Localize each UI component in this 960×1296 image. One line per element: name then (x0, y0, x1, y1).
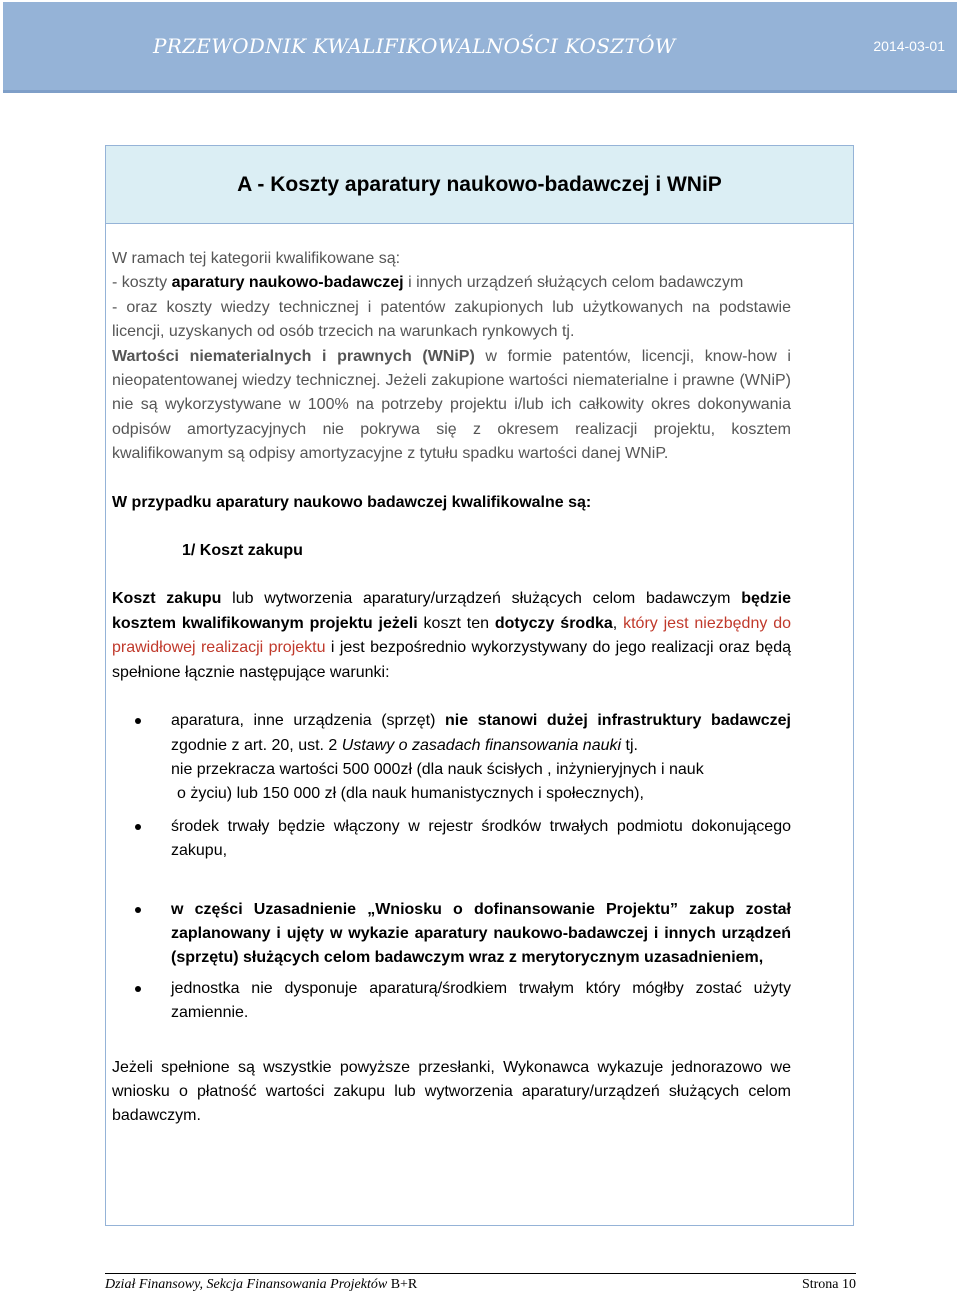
apparatus-heading: W przypadku aparatury naukowo badawczej kwalifikowalne są: (112, 493, 592, 511)
content-frame (105, 145, 854, 1226)
footer-divider (105, 1273, 856, 1274)
intro-item-knowledge: - oraz koszty wiedzy technicznej i patentów zakupionych lub użytkowanych na podstawie licencji, uzyskanych od osób trzecich na warunkach rynkowych tj. (112, 298, 791, 341)
list-item: środek trwały będzie włączony w rejestr środków trwałych podmiotu dokonującego zakupu, (112, 815, 791, 864)
bullet-icon (135, 824, 141, 830)
footer-department: Dział Finansowy, Sekcja Finansowania Projektów B+R (105, 1277, 418, 1292)
wnip-paragraph: Wartości niematerialnych i prawnych (WNiP) w formie patentów, licencji, know-how i nieopatentowanej wiedzy technicznej. Jeżeli zakupione wartości niematerialne i prawne (WNiP) nie są wykorzystywane w 100% na potrzeby projektu i/lub ich całkowity okres dokonywania odpisów amortyzacyjnych nie pokrywa się z okresem realizacji projektu, kosztem kwalifikowanym są odpisy amortyzacyjne z tytułu spadku wartości danej WNiP. (112, 347, 791, 463)
conditions-list (112, 709, 791, 1025)
intro-paragraph: W ramach tej kategorii kwalifikowane są: (112, 250, 401, 267)
bullet-icon (135, 718, 141, 724)
closing-paragraph: Jeżeli spełnione są wszystkie powyższe przesłanki, Wykonawca wykazuje jednorazowo we wniosku o płatność wartości zakupu lub wytworzenia aparatury/urządzeń służących celom badawczym. (112, 1058, 791, 1125)
document-title: PRZEWODNIK KWALIFIKOWALNOŚCI KOSZTÓW (153, 34, 676, 58)
subheading-purchase-cost: 1/ Koszt zakupu (182, 542, 303, 560)
bullet-icon (135, 986, 141, 992)
page-header (3, 2, 957, 93)
list-item: aparatura, inne urządzenia (sprzęt) nie stanowi dużej infrastruktury badawczej zgodnie z art. 20, ust. 2 Ustawy o zasadach finansowania nauki tj. nie przekracza wartości 500 000zł (dla nauk ścisłych , inżynieryjnych i nauk o życiu) lub 150 000 zł (dla nauk humanistycznych i społecznych), (112, 709, 791, 807)
list-item: jednostka nie dysponuje aparaturą/środkiem trwałym który mógłby zostać użyty zamiennie. (112, 977, 791, 1026)
list-item: w części Uzasadnienie „Wniosku o dofinansowanie Projektu” zakup został zaplanowany i ujęty w wykazie aparatury naukowo-badawczej i innych urządzeń (sprzętu) służących celom badawczym wraz z merytorycznym uzasadnieniem, (112, 898, 791, 971)
page-number: Strona 10 (801, 1277, 856, 1292)
intro-item-apparatus: - koszty aparatury naukowo-badawczej i innych urządzeń służących celom badawczym (112, 274, 744, 292)
bullet-icon (135, 907, 141, 913)
section-title-box (106, 146, 853, 224)
section-title: A - Koszty aparatury naukowo-badawczej i WNiP (237, 172, 722, 196)
document-date: 2014-03-01 (873, 38, 945, 54)
section-content (112, 247, 791, 1129)
purchase-cost-paragraph: Koszt zakupu lub wytworzenia aparatury/urządzeń służących celom badawczym będzie kosztem kwalifikowanym projektu jeżeli koszt ten dotyczy środka, który jest niezbędny do prawidłowej realizacji projektu i jest bezpośrednio wykorzystywany do jego realizacji oraz będą spełnione łącznie następujące warunki: (112, 590, 791, 681)
